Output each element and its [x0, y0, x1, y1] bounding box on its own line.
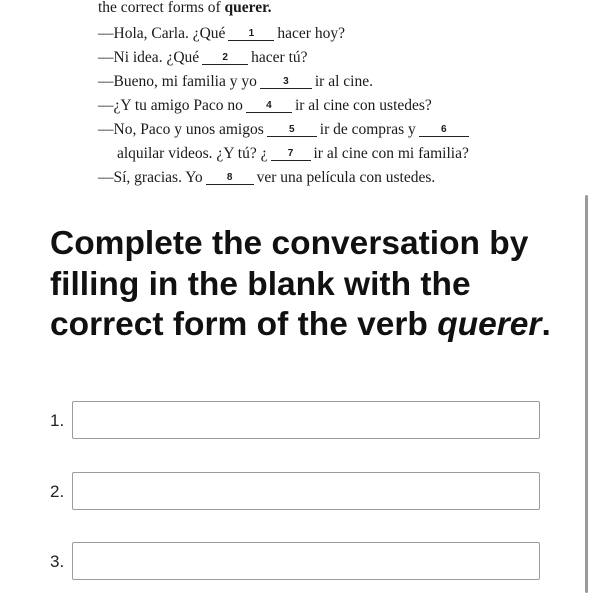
- answer-label-3: 3.: [50, 552, 65, 571]
- blank-3: 3: [260, 76, 312, 89]
- excerpt-line-2: —Ni idea. ¿Qué 2 hacer tú?: [98, 49, 308, 66]
- answer-label-2: 2.: [50, 482, 65, 501]
- excerpt-line-5: —No, Paco y unos amigos 5 ir de compras y 6: [98, 121, 472, 139]
- answer-row-3: [50, 542, 542, 584]
- answer-input-1[interactable]: [72, 401, 540, 439]
- blank-1: 1: [228, 28, 274, 41]
- blank-8: 8: [206, 172, 254, 185]
- blank-6: 6: [419, 124, 469, 137]
- blank-2: 2: [202, 52, 248, 65]
- question-prompt: Complete the conversation by filling in the blank with the correct form of the verb querer.: [50, 225, 551, 343]
- answer-input-2[interactable]: [72, 472, 540, 510]
- blank-4: 4: [246, 100, 292, 113]
- excerpt-line-3: —Bueno, mi familia y yo 3 ir al cine.: [98, 73, 373, 90]
- blank-7: 7: [271, 148, 311, 161]
- excerpt-line-7: —Sí, gracias. Yo 8 ver una película con ustedes.: [98, 169, 436, 186]
- excerpt-line-1: —Hola, Carla. ¿Qué 1 hacer hoy?: [98, 25, 345, 42]
- excerpt-line-6: alquilar videos. ¿Y tú? ¿ 7 ir al cine con mi familia?: [117, 145, 469, 162]
- answer-row-2: [50, 472, 542, 514]
- scrollbar[interactable]: [585, 195, 588, 593]
- textbook-excerpt: [0, 0, 592, 200]
- blank-5: 5: [267, 124, 317, 137]
- answer-input-3[interactable]: [72, 542, 540, 580]
- answer-row-1: [50, 401, 542, 443]
- excerpt-intro: the correct forms of querer.: [98, 0, 272, 16]
- question-verb: querer: [437, 306, 542, 343]
- answer-label-1: 1.: [50, 411, 65, 430]
- excerpt-intro-verb: querer.: [224, 0, 272, 16]
- excerpt-line-4: —¿Y tu amigo Paco no 4 ir al cine con ustedes?: [98, 97, 432, 114]
